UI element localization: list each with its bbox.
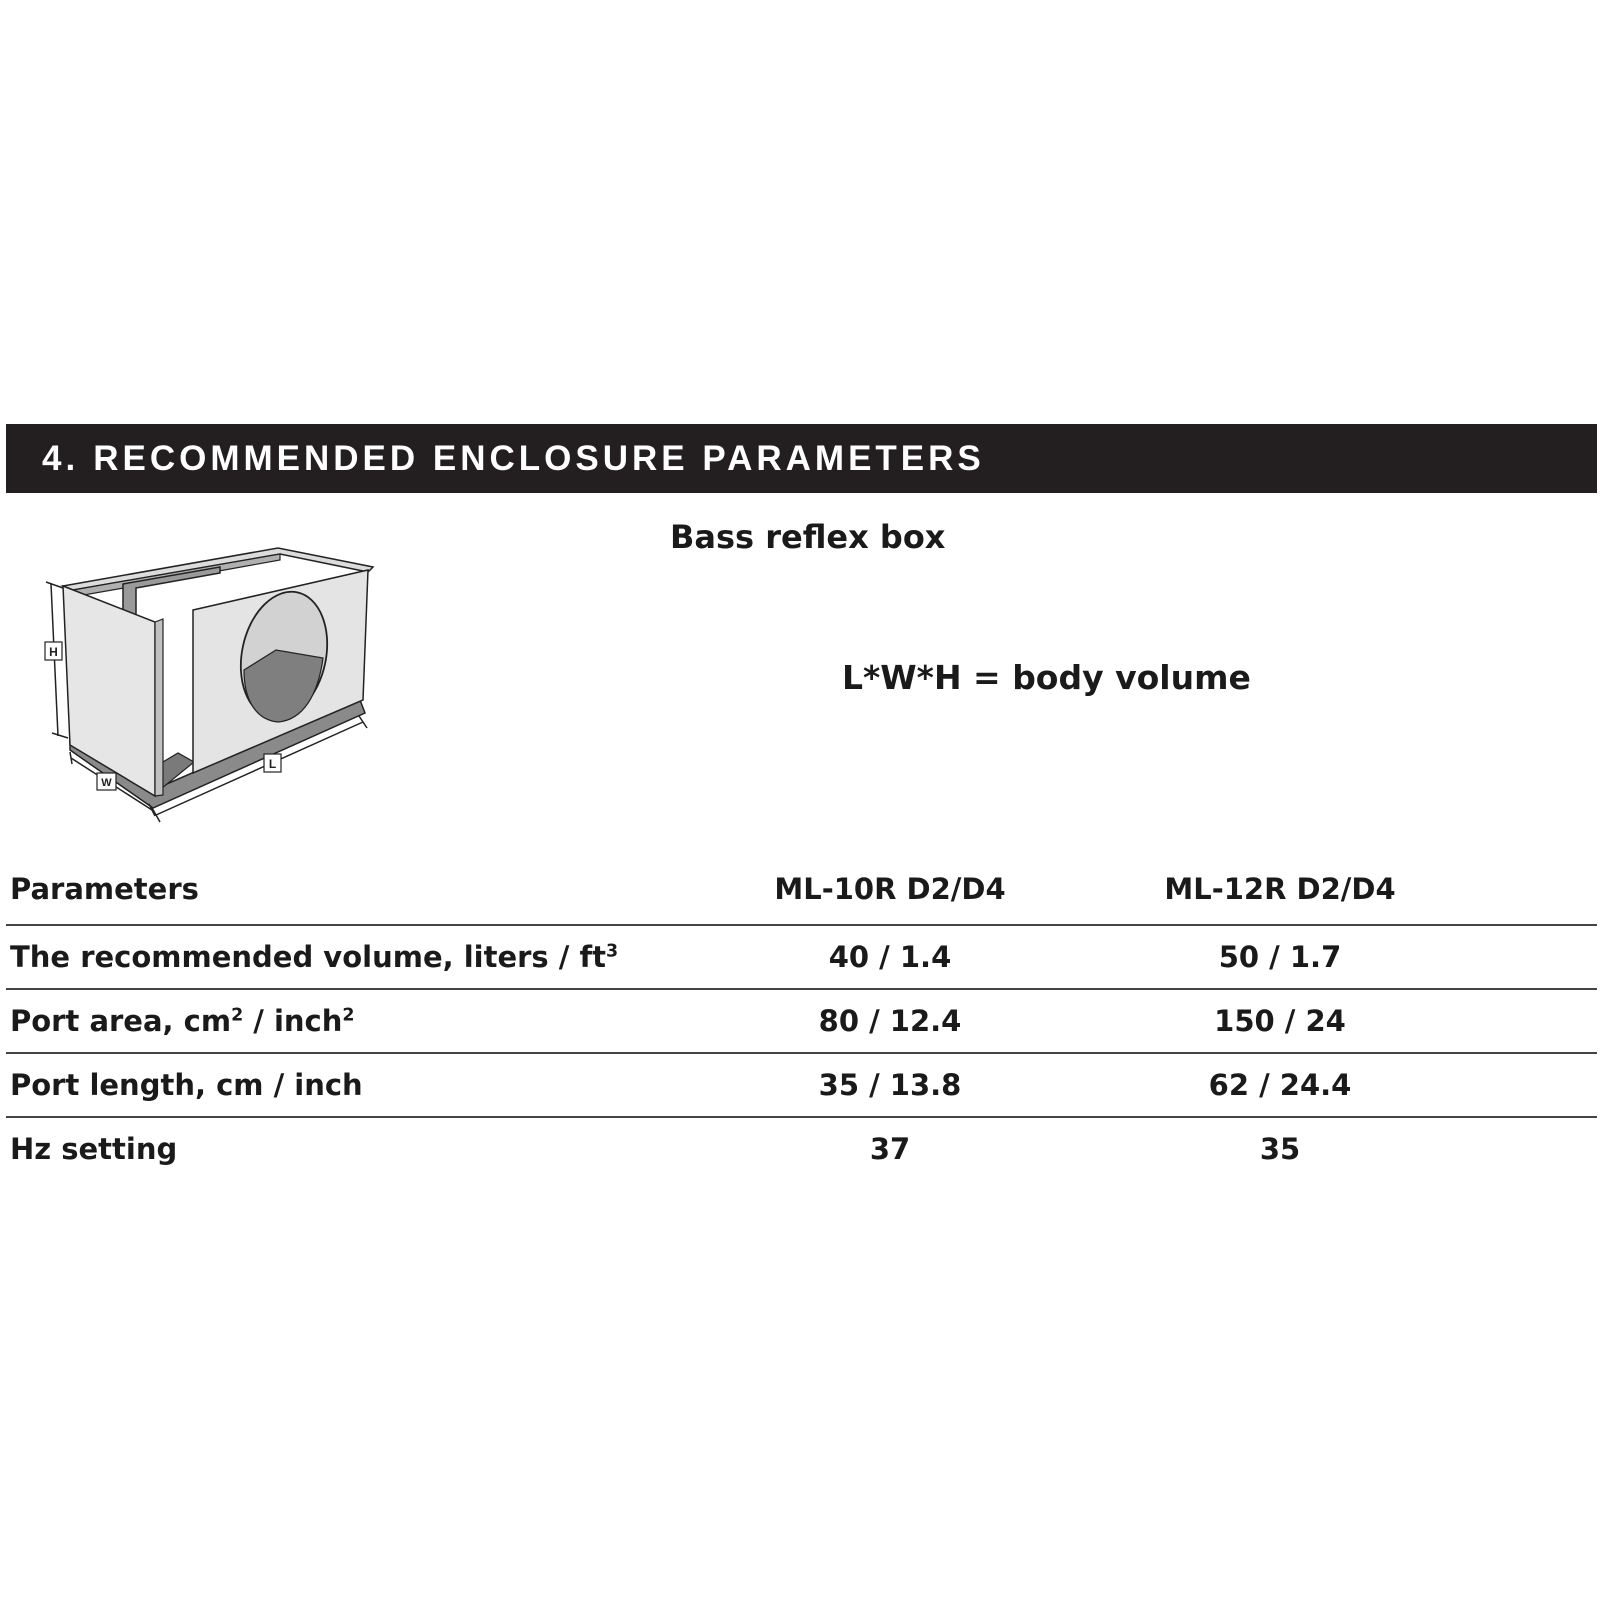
- row-label: Hz setting: [10, 1132, 178, 1166]
- width-label: W: [101, 777, 112, 789]
- box-left-edge: [155, 619, 163, 796]
- row-label: [6, 925, 690, 989]
- section-header: [6, 424, 1597, 493]
- row-value-ml12r: 50 / 1.7: [1218, 940, 1342, 974]
- table-row: [6, 989, 1597, 1053]
- table-row: [6, 1053, 1597, 1117]
- header-parameters: Parameters: [10, 872, 199, 906]
- volume-formula: L*W*H = body volume: [842, 658, 1251, 697]
- row-label-suffix: / inch: [243, 1004, 343, 1038]
- row-value-ml10r: 35 / 13.8: [818, 1068, 962, 1102]
- length-label: L: [268, 757, 277, 771]
- row-label-sup: 3: [605, 941, 619, 962]
- row-label: [6, 989, 690, 1053]
- header-spacer: [1470, 854, 1597, 925]
- row-label-sup: 2: [231, 1005, 244, 1026]
- row-value-ml10r: 37: [869, 1132, 911, 1166]
- row-value-ml10r: 40 / 1.4: [828, 940, 952, 974]
- header-ml10r: ML-10R D2/D4: [774, 872, 1006, 906]
- row-value-ml12r: 35: [1259, 1132, 1301, 1166]
- row-value-ml10r: 80 / 12.4: [818, 1004, 962, 1038]
- row-label-text: The recommended volume, liters / ft: [10, 940, 606, 974]
- row-label-text: Port area, cm: [10, 1004, 232, 1038]
- row-label: Port length, cm / inch: [10, 1068, 363, 1102]
- table-row: [6, 1117, 1597, 1180]
- diagram-subtitle: Bass reflex box: [670, 518, 946, 556]
- height-label: H: [49, 645, 58, 659]
- row-value-ml12r: 62 / 24.4: [1208, 1068, 1352, 1102]
- section-number: 4.: [42, 438, 80, 478]
- box-left-side: [63, 586, 155, 796]
- section-title: RECOMMENDED ENCLOSURE PARAMETERS: [93, 438, 985, 478]
- table-header-row: [6, 854, 1597, 925]
- table-row: [6, 925, 1597, 989]
- bass-reflex-box-diagram: [18, 540, 388, 840]
- header-ml12r: ML-12R D2/D4: [1164, 872, 1396, 906]
- parameters-table: [6, 854, 1597, 1180]
- row-value-ml12r: 150 / 24: [1214, 1004, 1346, 1038]
- row-label-sup-2: 2: [342, 1005, 355, 1026]
